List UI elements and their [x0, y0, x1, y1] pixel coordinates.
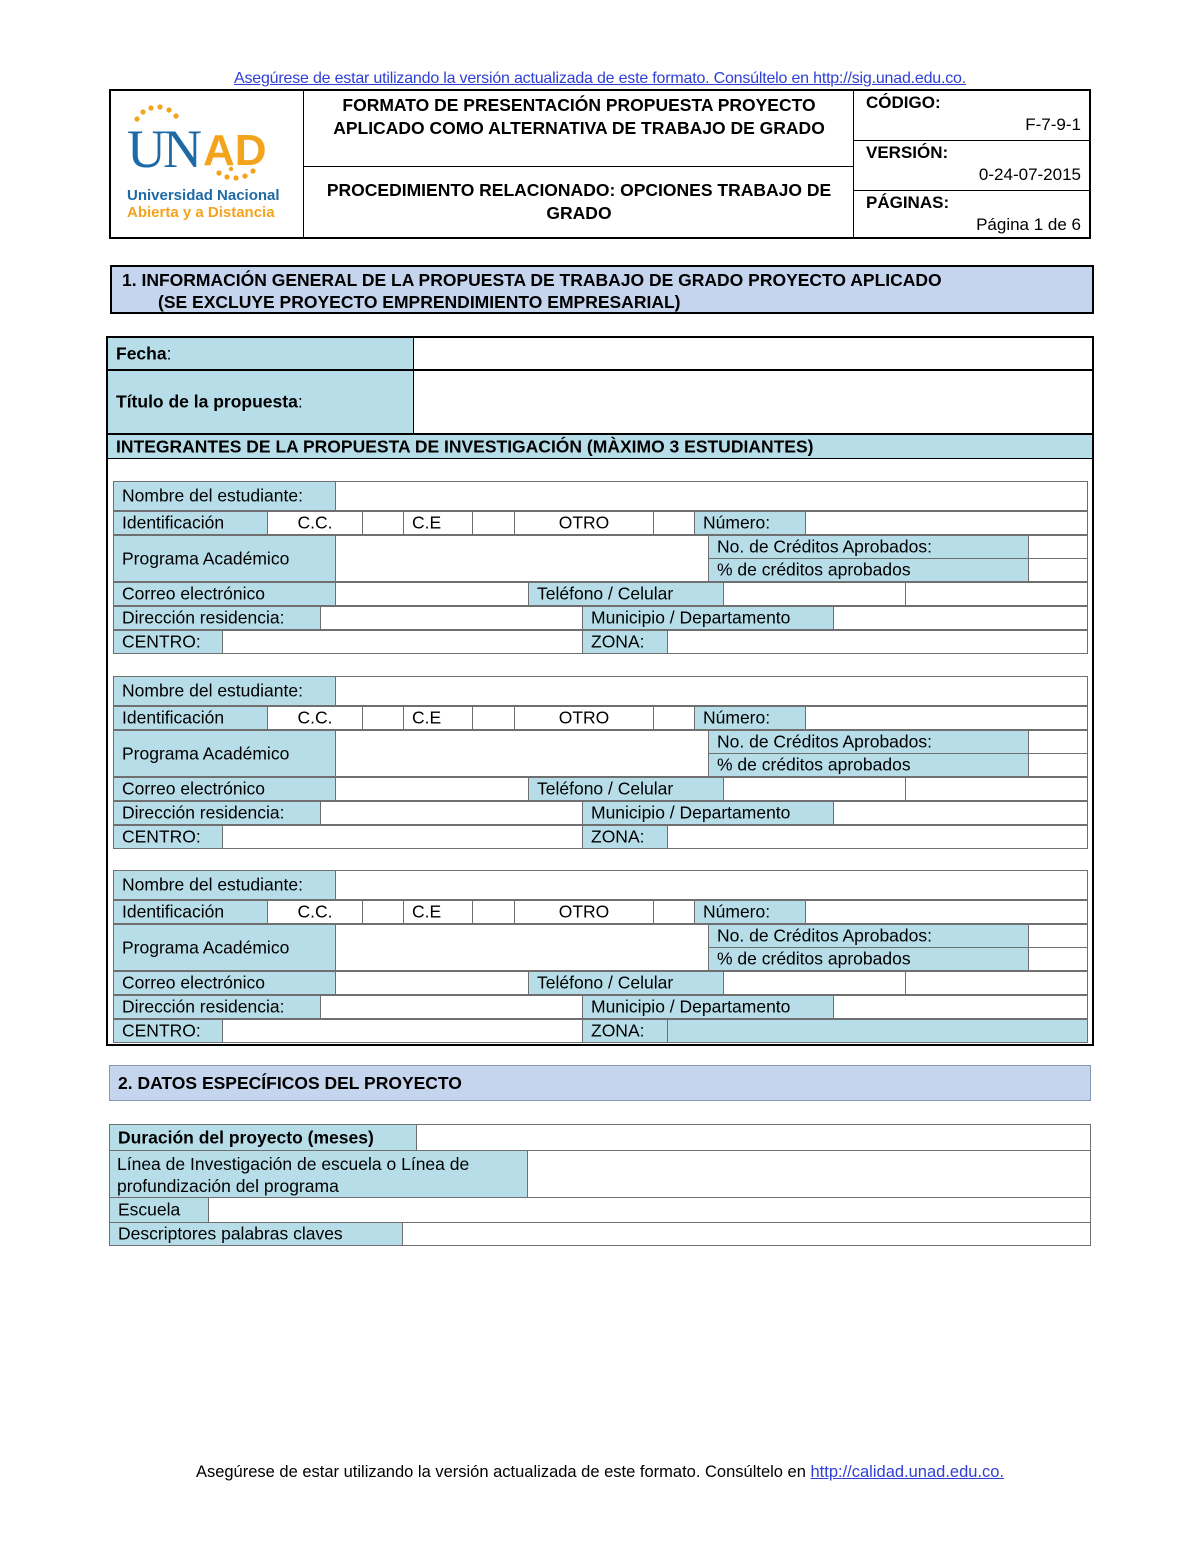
version-value: 0-24-07-2015 — [978, 165, 1081, 184]
creditos-label-text: No. de Créditos Aprobados: — [717, 731, 932, 752]
linea-input[interactable] — [527, 1150, 1091, 1198]
identificacion-label — [113, 900, 268, 924]
nombre-input[interactable] — [335, 870, 1088, 900]
procedure-title: PROCEDIMIENTO RELACIONADO: OPCIONES TRABAJO DE GRADO — [326, 180, 832, 223]
svg-text:U: U — [127, 119, 166, 179]
paginas-label: PÁGINAS: — [866, 193, 950, 212]
direccion-input[interactable] — [320, 801, 583, 825]
numero-label-text: Número: — [703, 707, 771, 728]
telefono-input-2[interactable] — [905, 582, 1088, 606]
ce-label — [403, 900, 473, 924]
cc-label-text: C.C. — [297, 901, 333, 922]
numero-label — [694, 900, 806, 924]
otro-label-text: OTRO — [558, 707, 610, 728]
correo-label — [113, 971, 336, 995]
creditos-input[interactable] — [1028, 535, 1088, 559]
numero-label-text: Número: — [703, 901, 771, 922]
cc-label — [267, 511, 363, 535]
otro-input[interactable] — [653, 511, 695, 535]
cc-input[interactable] — [362, 511, 404, 535]
titulo-input[interactable] — [413, 370, 1093, 434]
municipio-input[interactable] — [833, 995, 1088, 1019]
telefono-label-text: Teléfono / Celular — [537, 583, 674, 604]
programa-label — [113, 535, 336, 582]
porcentaje-label-text: % de créditos aprobados — [717, 754, 911, 775]
footer-note — [0, 1463, 1200, 1482]
porcentaje-input[interactable] — [1028, 558, 1088, 582]
linea-label-line1: Línea de Investigación de escuela o Línea de — [117, 1154, 470, 1174]
numero-input[interactable] — [805, 706, 1088, 730]
ce-label — [403, 511, 473, 535]
svg-text:AD: AD — [203, 126, 267, 175]
cc-input[interactable] — [362, 706, 404, 730]
telefono-label-text: Teléfono / Celular — [537, 972, 674, 993]
footer-text: Asegúrese de estar utilizando la versión actualizada de este formato. Consúltelo en — [195, 1463, 811, 1481]
zona-label-text: ZONA: — [591, 1020, 645, 1041]
porcentaje-input[interactable] — [1028, 947, 1088, 971]
porcentaje-label — [708, 947, 1029, 971]
direccion-label-text: Dirección residencia: — [122, 802, 285, 823]
direccion-input[interactable] — [320, 995, 583, 1019]
footer-link[interactable]: http://calidad.unad.edu.co. — [810, 1463, 1005, 1481]
linea-label-line2: profundización del programa — [117, 1176, 339, 1196]
section1-title-line2: (SE EXCLUYE PROYECTO EMPRENDIMIENTO EMPRESARIAL) — [158, 292, 681, 312]
top-version-note[interactable]: Asegúrese de estar utilizando la versión actualizada de este formato. Consúltelo en http://sig.unad.edu.co. — [234, 70, 966, 87]
centro-label-text: CENTRO: — [122, 826, 201, 847]
fecha-label: Fecha — [116, 343, 167, 363]
fecha-label-cell: Fecha: — [107, 337, 414, 370]
fecha-input[interactable] — [413, 337, 1093, 370]
zona-label-text: ZONA: — [591, 826, 645, 847]
version-label: VERSIÓN: — [866, 143, 949, 162]
centro-input[interactable] — [222, 630, 583, 654]
telefono-input[interactable] — [723, 582, 906, 606]
duracion-input[interactable] — [416, 1124, 1091, 1151]
header-title-block — [304, 91, 854, 237]
codigo-label: CÓDIGO: — [866, 93, 941, 112]
otro-label — [514, 900, 654, 924]
direccion-label — [113, 801, 321, 825]
telefono-input[interactable] — [723, 971, 906, 995]
ce-input[interactable] — [472, 511, 515, 535]
municipio-label — [582, 801, 834, 825]
numero-input[interactable] — [805, 900, 1088, 924]
duracion-label: Duración del proyecto (meses) — [118, 1127, 374, 1147]
creditos-label — [708, 924, 1029, 948]
nombre-label — [113, 676, 336, 706]
municipio-label — [582, 995, 834, 1019]
municipio-label-text: Municipio / Departamento — [591, 996, 791, 1017]
descriptores-label: Descriptores palabras claves — [118, 1223, 343, 1244]
paginas-value: Página 1 de 6 — [976, 215, 1081, 234]
correo-label — [113, 582, 336, 606]
direccion-input[interactable] — [320, 606, 583, 630]
nombre-label — [113, 870, 336, 900]
section1-heading — [110, 265, 1094, 314]
otro-label — [514, 706, 654, 730]
creditos-label-text: No. de Créditos Aprobados: — [717, 925, 932, 946]
centro-label-text: CENTRO: — [122, 631, 201, 652]
correo-label-text: Correo electrónico — [122, 583, 265, 604]
telefono-label — [528, 777, 724, 801]
zona-label — [582, 1019, 668, 1043]
otro-input[interactable] — [653, 900, 695, 924]
ce-label — [403, 706, 473, 730]
creditos-label-text: No. de Créditos Aprobados: — [717, 536, 932, 557]
centro-input[interactable] — [222, 825, 583, 849]
centro-label — [113, 825, 223, 849]
centro-label-text: CENTRO: — [122, 1020, 201, 1041]
nombre-input[interactable] — [335, 481, 1088, 511]
zona-label — [582, 825, 668, 849]
porcentaje-label — [708, 753, 1029, 777]
creditos-label — [708, 535, 1029, 559]
creditos-label — [708, 730, 1029, 754]
nombre-label-text: Nombre del estudiante: — [122, 485, 303, 506]
otro-input[interactable] — [653, 706, 695, 730]
unad-logo — [125, 99, 291, 229]
programa-label-text: Programa Académico — [122, 937, 290, 957]
direccion-label — [113, 995, 321, 1019]
zona-input[interactable] — [667, 1019, 1088, 1043]
identificacion-label-text: Identificación — [122, 707, 225, 728]
document-header — [109, 89, 1091, 239]
direccion-label-text: Dirección residencia: — [122, 996, 285, 1017]
zona-label-text: ZONA: — [591, 631, 645, 652]
nombre-label — [113, 481, 336, 511]
titulo-label: Título de la propuesta — [116, 391, 298, 412]
nombre-label-text: Nombre del estudiante: — [122, 680, 303, 701]
telefono-input[interactable] — [723, 777, 906, 801]
otro-label-text: OTRO — [558, 901, 610, 922]
descriptores-input[interactable] — [402, 1222, 1091, 1246]
escuela-label-cell — [109, 1197, 209, 1223]
header-meta — [854, 91, 1091, 237]
titulo-label-cell: Título de la propuesta: — [107, 370, 414, 434]
ce-input[interactable] — [472, 706, 515, 730]
programa-input[interactable] — [335, 730, 709, 777]
section1-title-line1: 1. INFORMACIÓN GENERAL DE LA PROPUESTA DE TRABAJO DE GRADO PROYECTO APLICADO — [122, 270, 942, 290]
otro-label — [514, 511, 654, 535]
municipio-input[interactable] — [833, 801, 1088, 825]
ce-label-text: C.E — [412, 901, 442, 922]
linea-label-cell — [109, 1150, 528, 1198]
programa-label-text: Programa Académico — [122, 548, 290, 568]
escuela-input[interactable] — [208, 1197, 1091, 1223]
municipio-label-text: Municipio / Departamento — [591, 802, 791, 823]
numero-input[interactable] — [805, 511, 1088, 535]
correo-label-text: Correo electrónico — [122, 972, 265, 993]
centro-label — [113, 1019, 223, 1043]
correo-input[interactable] — [335, 582, 529, 606]
zona-label — [582, 630, 668, 654]
logo-cell — [111, 91, 304, 237]
codigo-cell — [854, 91, 1091, 141]
ce-label-text: C.E — [412, 512, 442, 533]
direccion-label-text: Dirección residencia: — [122, 607, 285, 628]
numero-label-text: Número: — [703, 512, 771, 533]
identificacion-label-text: Identificación — [122, 512, 225, 533]
numero-label — [694, 511, 806, 535]
paginas-cell — [854, 191, 1091, 237]
programa-input[interactable] — [335, 924, 709, 971]
telefono-input-2[interactable] — [905, 971, 1088, 995]
cc-input[interactable] — [362, 900, 404, 924]
telefono-label-text: Teléfono / Celular — [537, 778, 674, 799]
centro-label — [113, 630, 223, 654]
svg-text:Abierta y a Distancia: Abierta y a Distancia — [127, 204, 275, 221]
cc-label-text: C.C. — [297, 512, 333, 533]
identificacion-label — [113, 706, 268, 730]
porcentaje-label-text: % de créditos aprobados — [717, 948, 911, 969]
porcentaje-label-text: % de créditos aprobados — [717, 559, 911, 580]
integrantes-heading: INTEGRANTES DE LA PROPUESTA DE INVESTIGACIÓN (MÀXIMO 3 ESTUDIANTES) — [107, 434, 1093, 459]
programa-label-text: Programa Académico — [122, 743, 290, 763]
correo-input[interactable] — [335, 971, 529, 995]
format-title: FORMATO DE PRESENTACIÓN PROPUESTA PROYECTO APLICADO COMO ALTERNATIVA DE TRABAJO DE GRADO — [304, 91, 854, 167]
correo-input[interactable] — [335, 777, 529, 801]
nombre-input[interactable] — [335, 676, 1088, 706]
section2-heading — [109, 1065, 1091, 1101]
correo-label-text: Correo electrónico — [122, 778, 265, 799]
ce-input[interactable] — [472, 900, 515, 924]
programa-input[interactable] — [335, 535, 709, 582]
identificacion-label-text: Identificación — [122, 901, 225, 922]
telefono-input-2[interactable] — [905, 777, 1088, 801]
numero-label — [694, 706, 806, 730]
nombre-label-text: Nombre del estudiante: — [122, 874, 303, 895]
version-cell — [854, 141, 1091, 191]
section2-title: 2. DATOS ESPECÍFICOS DEL PROYECTO — [118, 1073, 462, 1093]
cc-label — [267, 706, 363, 730]
creditos-input[interactable] — [1028, 730, 1088, 754]
svg-text:Universidad Nacional: Universidad Nacional — [127, 187, 280, 204]
municipio-label-text: Municipio / Departamento — [591, 607, 791, 628]
creditos-input[interactable] — [1028, 924, 1088, 948]
telefono-label — [528, 582, 724, 606]
correo-label — [113, 777, 336, 801]
duracion-label-cell — [109, 1124, 417, 1151]
municipio-label — [582, 606, 834, 630]
cc-label — [267, 900, 363, 924]
otro-label-text: OTRO — [558, 512, 610, 533]
telefono-label — [528, 971, 724, 995]
porcentaje-input[interactable] — [1028, 753, 1088, 777]
direccion-label — [113, 606, 321, 630]
zona-input[interactable] — [667, 630, 1088, 654]
descriptores-label-cell — [109, 1222, 403, 1246]
ce-label-text: C.E — [412, 707, 442, 728]
porcentaje-label — [708, 558, 1029, 582]
svg-text:N: N — [163, 119, 202, 179]
municipio-input[interactable] — [833, 606, 1088, 630]
escuela-label: Escuela — [118, 1199, 181, 1220]
cc-label-text: C.C. — [297, 707, 333, 728]
identificacion-label — [113, 511, 268, 535]
centro-input[interactable] — [222, 1019, 583, 1043]
programa-label — [113, 730, 336, 777]
codigo-value: F-7-9-1 — [1025, 115, 1081, 134]
programa-label — [113, 924, 336, 971]
zona-input[interactable] — [667, 825, 1088, 849]
